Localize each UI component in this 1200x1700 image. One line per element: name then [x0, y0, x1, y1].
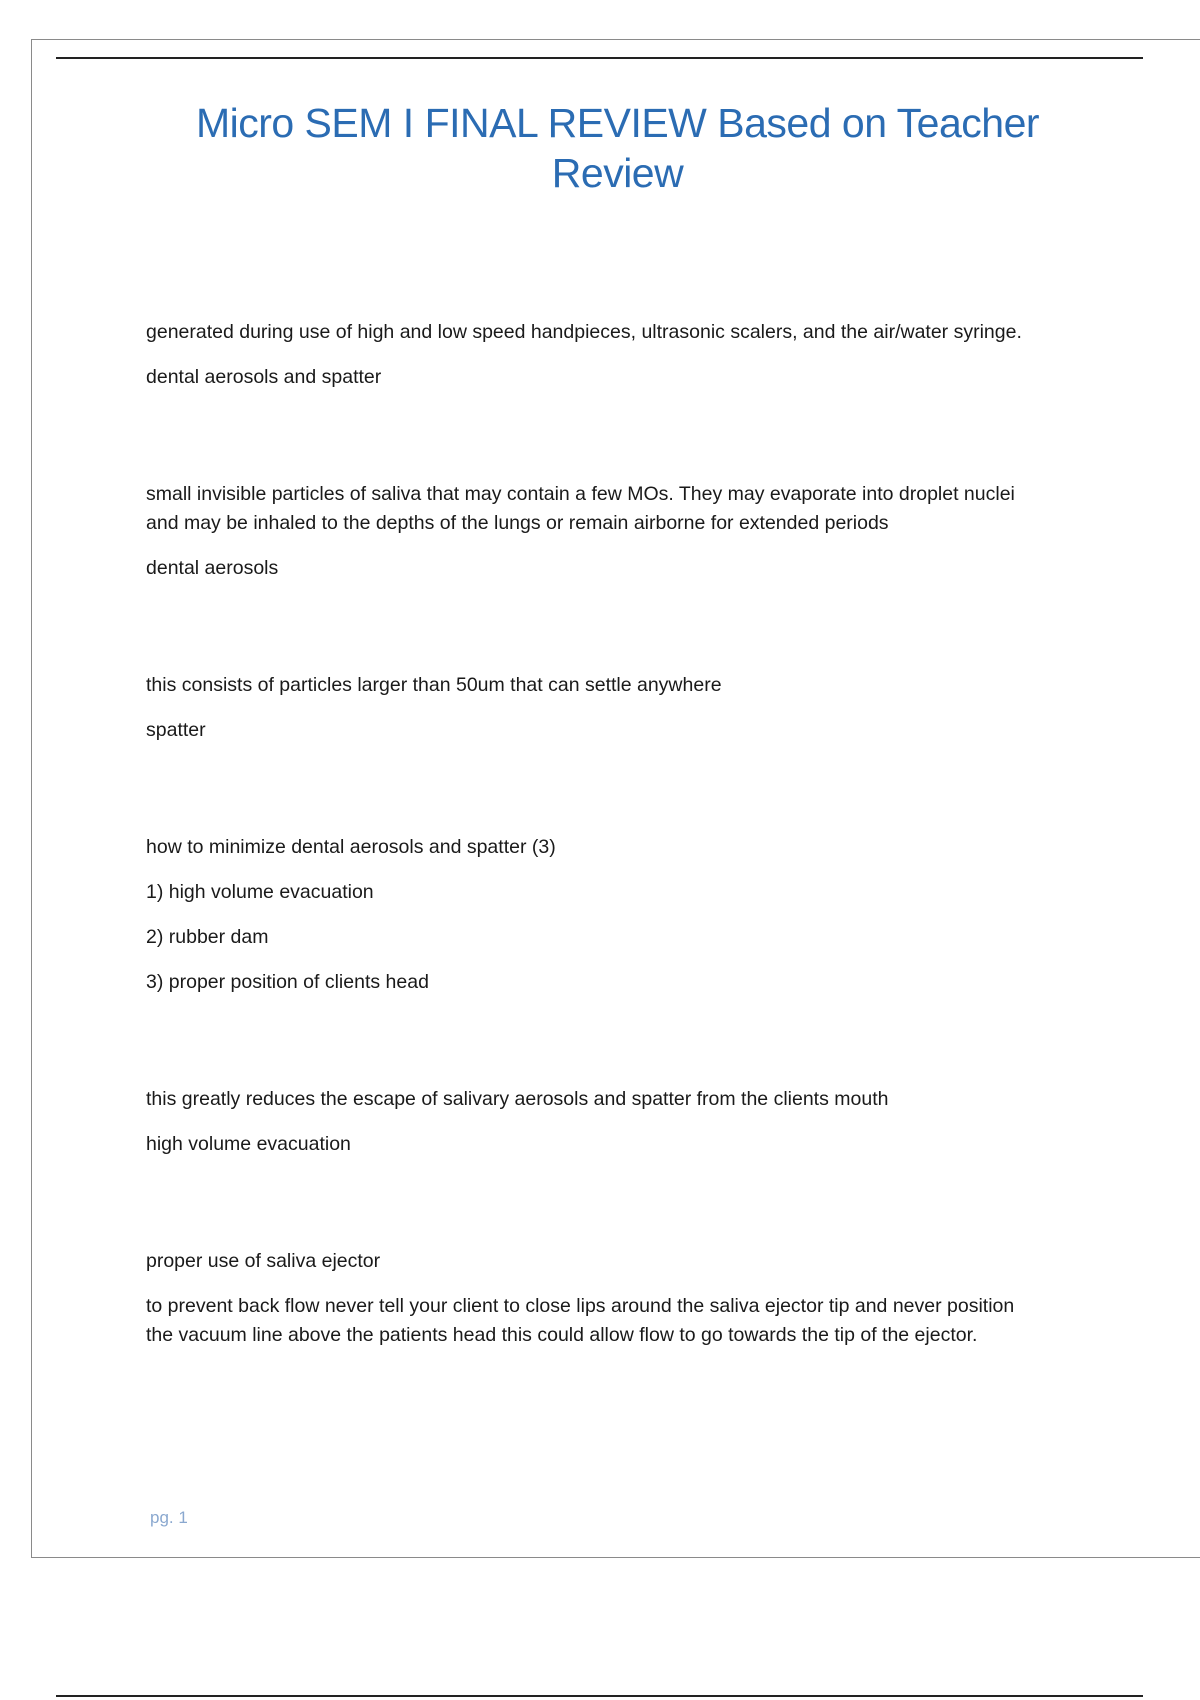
question-text: generated during use of high and low speed handpieces, ultrasonic scalers, and the air/water syringe. [146, 321, 1022, 343]
qa-entry [146, 480, 1086, 583]
answer-text: spatter [146, 719, 206, 741]
qa-entry [146, 833, 1086, 997]
top-rule [56, 57, 1143, 59]
qa-entry [146, 671, 1086, 745]
page-number: pg. 1 [150, 1508, 188, 1527]
question-text: how to minimize dental aerosols and spatter (3) [146, 836, 556, 858]
answer-text: to prevent back flow never tell your client to close lips around the saliva ejector tip and never position [146, 1295, 1015, 1317]
review-content [146, 318, 1086, 1438]
answer-text: dental aerosols [146, 557, 279, 579]
answer-list-item: 2) rubber dam [146, 926, 269, 948]
answer-list-item: 3) proper position of clients head [146, 971, 429, 993]
answer-list-item: 1) high volume evacuation [146, 881, 374, 903]
answer-text: high volume evacuation [146, 1133, 351, 1155]
qa-entry [146, 318, 1086, 392]
answer-text: dental aerosols and spatter [146, 366, 382, 388]
question-text: this greatly reduces the escape of salivary aerosols and spatter from the clients mouth [146, 1088, 889, 1110]
answer-text: the vacuum line above the patients head this could allow flow to go towards the tip of the ejector. [146, 1324, 978, 1346]
document-title: Micro SEM I FINAL REVIEW Based on Teacher Review [195, 100, 1040, 196]
bottom-rule [56, 1695, 1143, 1697]
qa-entry [146, 1247, 1086, 1350]
question-text: proper use of saliva ejector [146, 1250, 381, 1272]
question-text: small invisible particles of saliva that may contain a few MOs. They may evaporate into droplet nuclei [146, 483, 1015, 505]
question-text: this consists of particles larger than 50um that can settle anywhere [146, 674, 722, 696]
question-text: and may be inhaled to the depths of the lungs or remain airborne for extended periods [146, 512, 889, 534]
qa-entry [146, 1085, 1086, 1159]
